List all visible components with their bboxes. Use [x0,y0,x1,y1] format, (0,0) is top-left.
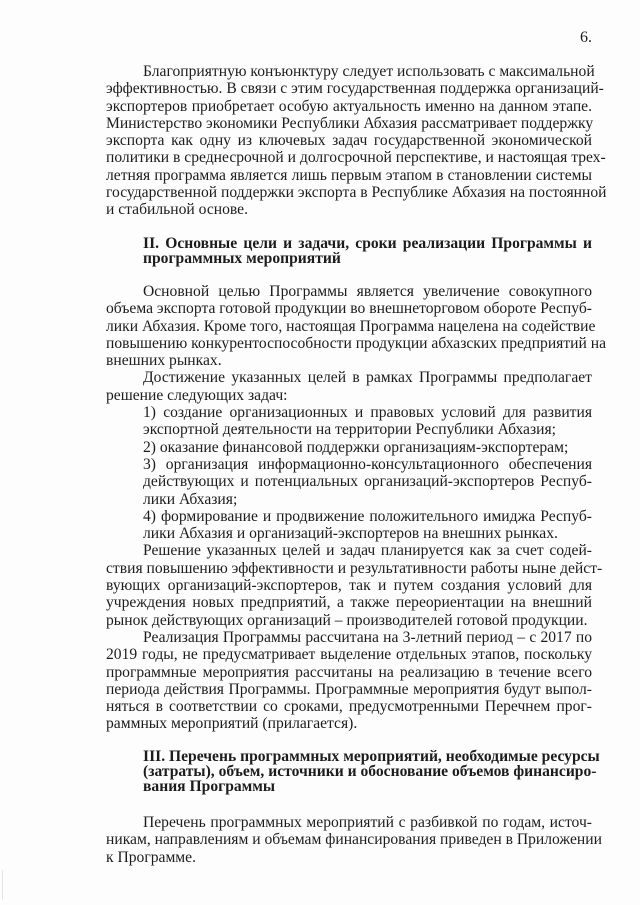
heading [143,236,592,266]
text-line: программных мероприятий [143,250,341,268]
text-line: няться в соответствии со сроками, предусмотренными Перечнем прог- [106,698,592,716]
heading [143,748,600,796]
text-line: Реализация Программы рассчитана на 3-летний период – с 2017 по [143,628,592,646]
text-line: Перечень программных мероприятий с разбивкой по годам, источ- [143,814,592,831]
list-item [106,508,592,543]
text-line: Благоприятную конъюнктуру следует использовать с максимальной [143,63,595,80]
text-line: вания Программы [143,778,276,796]
text-line: Основной целью Программы является увеличение совокупного [143,283,592,300]
text-line: рынок действующих организаций – производителей готовой продукции. [106,611,588,629]
text-line: ствия повышению эффективности и результативности работы ныне дейст- [106,559,603,577]
text-line: экспортеров приобретает особую актуальность именно на данном этапе. [106,97,592,115]
text-line: 4) формирование и продвижение положительного имиджа Респуб- [143,507,592,525]
paragraph [106,542,603,629]
text-line: никам, направлениям и объемам финансирования приведен в Приложении [106,831,602,849]
text-line: внешних рынках. [106,352,222,370]
text-line: 2019 годы, не предусматривает выделение отдельных этапов, поскольку [106,646,592,664]
paragraph [106,814,602,866]
text-line: раммных мероприятий (прилагается). [106,715,358,733]
paragraph [106,629,592,733]
intro-paragraph [106,63,607,219]
text-line: лики Абхазия; [143,490,238,508]
text-line: лики Абхазия. Кроме того, настоящая Программа нацелена на содействие [106,317,596,335]
list-item [106,404,592,439]
section-2-heading [143,236,592,266]
text-line: лики Абхазия и организаций-экспортеров на внешних рынках. [143,525,558,543]
text-line: Министерство экономики Республики Абхазия рассматривает поддержку [106,114,594,132]
text-line: объема экспорта готовой продукции во внешнеторговом обороте Респуб- [106,300,592,318]
text-line: 3) организация информационно-консультационного обеспечения [143,455,592,473]
text-line: вующих организаций-экспортеров, так и путем создания условий для [106,577,592,595]
text-line: Решение указанных целей и задач планируется как за счет содей- [143,542,592,560]
text-line: повышению конкурентоспособности продукции абхазских предприятий на [106,334,607,352]
text-line: программные мероприятия рассчитаны на реализацию в течение всего [106,663,592,681]
list-item [106,439,592,456]
paragraph [106,283,607,370]
text-line: государственной поддержки экспорта в Республике Абхазия на постоянной [106,184,607,202]
text-line: периода действия Программы. Программные мероприятия будут выпол- [106,680,592,698]
text-line: действующих и потенциальных организаций-экспортеров Респуб- [143,473,592,491]
list-item [106,456,592,508]
text-line: к Программе. [106,848,196,866]
text-line: экспорта как одну из ключевых задач государственной экономической [106,132,592,150]
text-line: 1) создание организационных и правовых условий для развития [143,404,592,422]
paragraph [106,369,592,404]
section-3-body [106,814,602,866]
scan-edge-mark [2,870,6,900]
text-line: летняя программа является лишь первым этапом в становлении системы [106,166,592,184]
text-line: учреждения новых предприятий, а также переориентации на внешний [106,594,592,612]
text-line: эффективностью. В связи с этим государственная поддержка организаций- [106,80,604,98]
section-2-body [106,283,607,733]
text-line: 2) оказание финансовой поддержки организациям-экспортерам; [143,438,569,456]
text-line: (затраты), объем, источники и обоснование объемов финансиро- [143,763,597,781]
text-line: II. Основные цели и задачи, сроки реализации Программы и [143,235,592,252]
text-line: III. Перечень программных мероприятий, необходимые ресурсы [143,748,600,765]
text-line: политики в среднесрочной и долгосрочной перспективе, и настоящая трех- [106,149,606,167]
section-3-heading [143,748,600,796]
text-line: Достижение указанных целей в рамках Программы предполагает [143,369,592,387]
page-number: 6. [580,29,592,46]
text-line: и стабильной основе. [106,201,248,219]
text-line: экспортной деятельности на территории Республики Абхазия; [143,421,556,439]
paragraph [106,63,607,219]
text-line: решение следующих задач: [106,386,288,404]
